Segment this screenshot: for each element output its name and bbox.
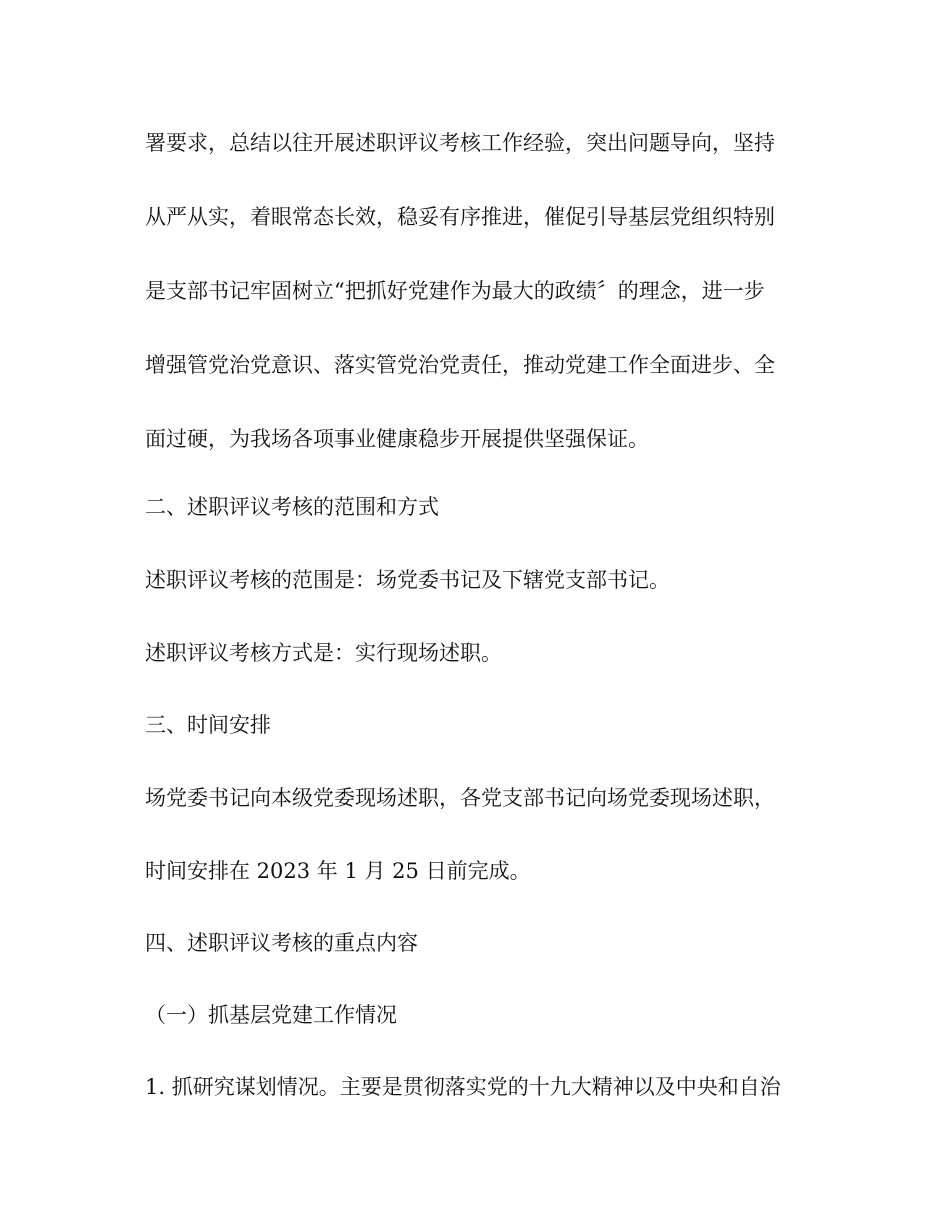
paragraph-line-3: 是支部书记牢固树立“把抓好党建作为最大的政绩〞的理念，进一步	[145, 279, 765, 303]
item-research-planning: 1. 抓研究谋划情况。主要是贯彻落实党的十九大精神以及中央和自治	[145, 1075, 781, 1099]
subheading-party-building: （一）抓基层党建工作情况	[145, 1003, 397, 1027]
schedule-line-2: 时间安排在 2023 年 1 月 25 日前完成。	[145, 859, 531, 883]
section-heading-content: 四、述职评议考核的重点内容	[145, 931, 418, 955]
paragraph-line-4: 增强管党治党意识、落实管党治党责任，推动党建工作全面进步、全	[145, 353, 775, 377]
paragraph-line-1: 署要求，总结以往开展述职评议考核工作经验，突出问题导向，坚持	[145, 131, 775, 155]
method-text: 述职评议考核方式是：实行现场述职。	[145, 641, 502, 665]
scope-text: 述职评议考核的范围是：场党委书记及下辖党支部书记。	[145, 568, 670, 592]
schedule-line-1: 场党委书记向本级党委现场述职，各党支部书记向场党委现场述职，	[145, 786, 775, 810]
paragraph-line-5: 面过硬，为我场各项事业健康稳步开展提供坚强保证。	[145, 427, 649, 451]
section-heading-scope: 二、述职评议考核的范围和方式	[145, 495, 439, 519]
section-heading-schedule: 三、时间安排	[145, 713, 271, 737]
paragraph-line-2: 从严从实，着眼常态长效，稳妥有序推进，催促引导基层党组织特别	[145, 205, 775, 229]
